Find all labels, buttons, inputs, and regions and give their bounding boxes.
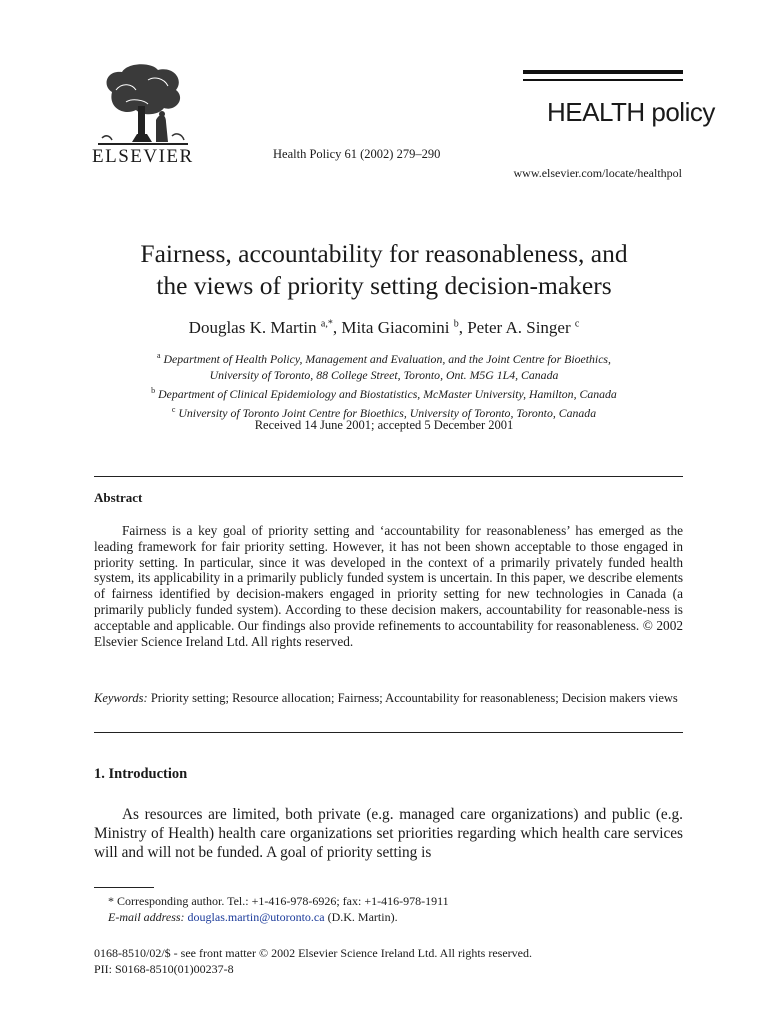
elsevier-tree-logo-icon (92, 62, 192, 151)
received-dates: Received 14 June 2001; accepted 5 December 2001 (254, 418, 514, 432)
author-name: Mita Giacomini (341, 318, 450, 337)
footnote (108, 893, 449, 925)
journal-wordmark: HEALTH policy (547, 97, 715, 127)
footnote-rule (94, 887, 154, 888)
author-affil-marker[interactable]: b (453, 318, 459, 330)
affil-text: Department of Clinical Epidemiology and Biostatistics, McMaster University, Hamilton, Canada (158, 386, 617, 401)
front-matter (94, 945, 532, 977)
abstract-top-rule (94, 476, 683, 477)
author-separator: , (458, 318, 468, 337)
journal-citation: Health Policy 61 (2002) 279–290 (273, 147, 441, 161)
affil-marker: c (171, 404, 176, 414)
keywords-text: Priority setting; Resource allocation; Fairness; Accountability for reasonableness; Decision makers views (150, 691, 678, 705)
email-line (108, 909, 449, 925)
title-line-1: Fairness, accountability for reasonableness, and (140, 239, 628, 268)
email-label: E-mail address: (108, 910, 185, 924)
journal-header-rule-thin (523, 79, 683, 81)
author-affil-marker[interactable]: a,* (320, 318, 333, 330)
affiliation-a-cont: University of Toronto, 88 College Street, Toronto, Ont. M5G 1L4, Canada (209, 367, 559, 382)
article-title (60, 238, 708, 302)
affiliation-a (60, 348, 708, 367)
author-list (60, 318, 708, 338)
author-name: Douglas K. Martin (188, 318, 317, 337)
introduction-text: As resources are limited, both private (e.g. managed care organizations) and public (e.g. Ministry of Health) health care organizations set priorities regarding which health care services will and will not be funded. A goal of priority setting is (94, 806, 683, 861)
affil-marker: a (157, 351, 161, 360)
affil-text: Department of Health Policy, Management and Evaluation, and the Joint Centre for Bioethics, (163, 351, 611, 366)
issn-line: 0168-8510/02/$ - see front matter © 2002 Elsevier Science Ireland Ltd. All rights reserved. (94, 946, 532, 960)
section-heading-introduction: 1. Introduction (94, 766, 188, 782)
publisher-name: ELSEVIER (92, 146, 194, 167)
journal-url[interactable]: www.elsevier.com/locate/healthpol (513, 166, 682, 180)
title-line-2: the views of priority setting decision-makers (156, 271, 612, 300)
keywords-label: Keywords: (94, 691, 148, 705)
affil-marker: b (151, 385, 156, 395)
abstract-bottom-rule (94, 732, 683, 733)
author-name: Peter A. Singer (467, 318, 571, 337)
journal-header-rule (523, 70, 683, 74)
email-suffix: (D.K. Martin). (327, 910, 398, 924)
author-separator: , (332, 318, 342, 337)
abstract-text: Fairness is a key goal of priority setting and ‘accountability for reasonableness’ has emerged as the leading framework for fair priority setting. However, it has not been shown acceptable to those engaged in priority setting. In particular, since it was developed in the context of a primarily privately funded health system, its applicability in a primarily publicly funded system is uncertain. In this paper, we describe elements of fairness identified by decision-makers engaged in priority setting for new technologies in Canada (a primarily publicly funded system). According to these decision makers, accountability for reasonable-ness is acceptable and applicable. Our findings also provide refinements to accountability for reasonableness. © 2002 Elsevier Science Ireland Ltd. All rights reserved. (94, 523, 683, 649)
keywords (94, 690, 683, 706)
author-affil-marker[interactable]: c (574, 318, 580, 330)
corresponding-author: * Corresponding author. Tel.: +1-416-978-6926; fax: +1-416-978-1911 (108, 894, 449, 908)
affil-text: University of Toronto Joint Centre for Bioethics, University of Toronto, Toronto, Canada (178, 405, 597, 420)
email-link[interactable]: douglas.martin@utoronto.ca (187, 910, 325, 924)
abstract-heading: Abstract (94, 490, 143, 505)
affiliation-b (60, 383, 708, 402)
pii-line: PII: S0168-8510(01)00237-8 (94, 962, 234, 976)
affiliations (60, 348, 708, 421)
